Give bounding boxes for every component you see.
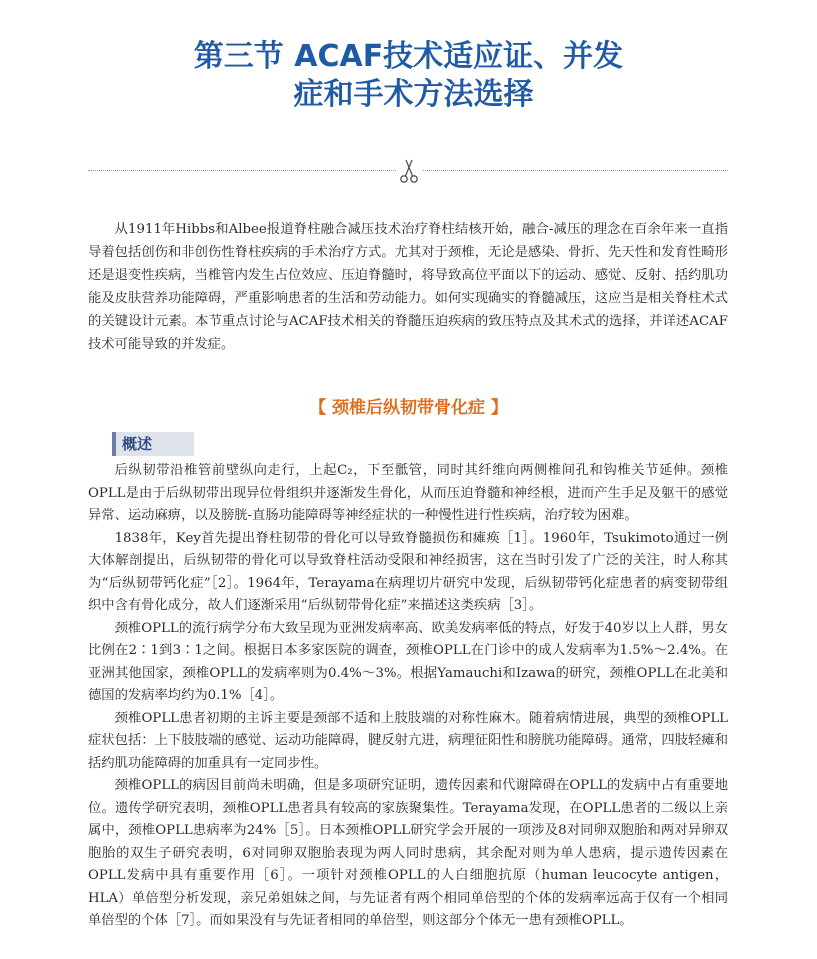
body-text [88, 460, 728, 933]
paragraph: 颈椎OPLL患者初期的主诉主要是颈部不适和上肢肢端的对称性麻木。随着病情进展，典型的颈椎OPLL症状包括：上下肢肢端的感觉、运动功能障碍，腱反射亢进，病理征阳性和膀胱功能障碍。通常，四肢轻瘫和括约肌功能障碍的加重具有一定同步性。 [88, 710, 728, 771]
overview-label: 概述 [112, 432, 194, 456]
paragraph: 后纵韧带沿椎管前壁纵向走行，上起C₂，下至骶管，同时其纤维向两侧椎间孔和钩椎关节延伸。颈椎OPLL是由于后纵韧带出现异位骨组织并逐渐发生骨化，从而压迫脊髓和神经根，进而产生手足及躯干的感觉异常、运动麻痹，以及膀胱-直肠功能障碍等神经症状的一种慢性进行性疾病，治疗较为困难。 [88, 463, 728, 523]
title-line-1: 第三节 ACAF技术适应证、并发 [193, 39, 624, 74]
paragraph: 颈椎OPLL的病因目前尚未明确，但是多项研究证明，遗传因素和代谢障碍在OPLL的发病中占有重要地位。遗传学研究表明，颈椎OPLL患者具有较高的家族聚集性。Terayama发现，在OPLL患者的二级以上亲属中，颈椎OPLL患病率为24%［5］。日本颈椎OPLL研究学会开展的一项涉及8对同卵双胞胎和两对异卵双胞胎的双生子研究表明，6对同卵双胞胎表现为两人同时患病，其余配对则为单人患病，提示遗传因素在OPLL发病中具有重要作用［6］。一项针对颈椎OPLL的人白细胞抗原（human leucocyte antigen，HLA）单倍型分析发现，亲兄弟姐妹之间，与先证者有两个相同单倍型的个体的发病率远高于仅有一个相同单倍型的个体［7］。而如果没有与先证者相同的单倍型，则这部分个体无一患有颈椎OPLL。 [88, 778, 728, 928]
page-title [0, 38, 817, 114]
intro-paragraph: 从1911年Hibbs和Albee报道脊柱融合减压技术治疗脊柱结核开始，融合-减压的理念在百余年来一直指导着包括创伤和非创伤性脊柱疾病的手术治疗方式。尤其对于颈椎，无论是感染、骨折、先天性和发育性畸形还是退变性疾病，当椎管内发生占位效应、压迫脊髓时，将导致高位平面以下的运动、感觉、反射、括约肌功能及皮肤营养功能障碍，严重影响患者的生活和劳动能力。如何实现确实的脊髓减压，这应当是相关脊柱术式的关键设计元素。本节重点讨论与ACAF技术相关的脊髓压迫疾病的致压特点及其术式的选择，并详述ACAF技术可能导致的并发症。 [88, 222, 728, 352]
paragraph: 颈椎OPLL的流行病学分布大致呈现为亚洲发病率高、欧美发病率低的特点，好发于40岁以上人群，男女比例在2∶1到3∶1之间。根据日本多家医院的调查，颈椎OPLL在门诊中的成人发病率为1.5%～2.4%。在亚洲其他国家，颈椎OPLL的发病率则为0.4%～3%。根据Yamauchi和Izawa的研究，颈椎OPLL在北美和德国的发病率均约为0.1%［4］。 [88, 620, 728, 703]
scissors-icon [396, 157, 422, 185]
section-heading: 【 颈椎后纵韧带骨化症 】 [309, 398, 508, 418]
title-line-2: 症和手术方法选择 [293, 77, 534, 112]
paragraph: 1838年，Key首先提出脊柱韧带的骨化可以导致脊髓损伤和瘫痪［1］。1960年，Tsukimoto通过一例大体解剖提出，后纵韧带的骨化可以导致脊柱活动受限和神经损害，这在当时引发了广泛的关注，时人称其为“后纵韧带钙化症”［2］。1964年，Terayama在病理切片研究中发现，后纵韧带钙化症患者的病变韧带组织中含有骨化成分，故人们逐渐采用“后纵韧带骨化症”来描述这类疾病［3］。 [88, 530, 728, 613]
